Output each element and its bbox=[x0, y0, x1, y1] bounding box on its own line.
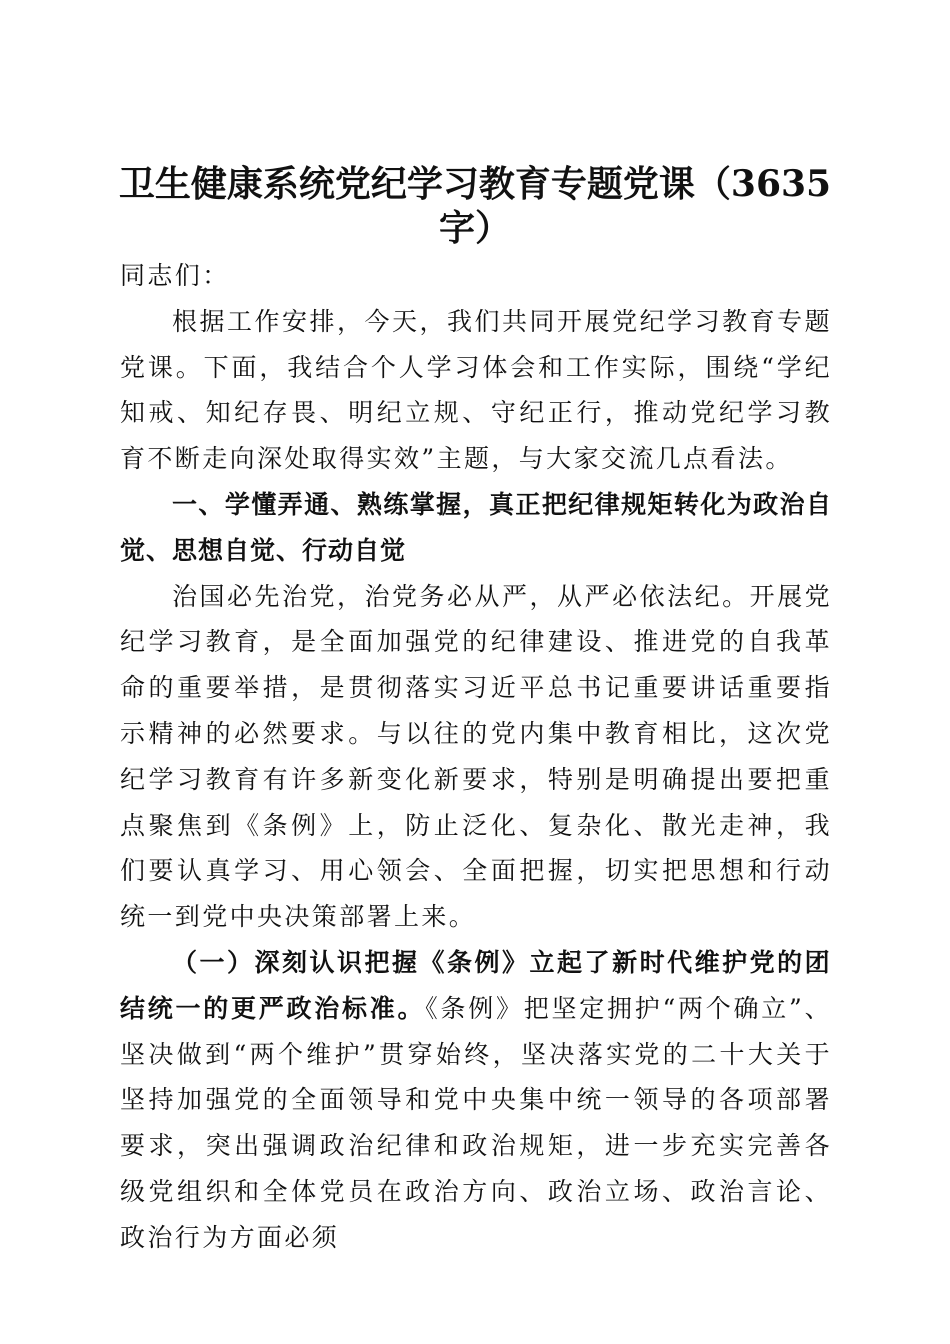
subsection-1-text: 《条例》把坚定拥护“两个确立”、坚决做到“两个维护”贯穿始终，坚决落实党的二十大关于坚持加强党的全面领导和党中央集中统一领导的各项部署要求，突出强调政治纪律和政治规矩，进一步充实完善各级党组织和全体党员在政治方向、政治立场、政治言论、政治行为方面必须 bbox=[120, 993, 832, 1252]
section-1-paragraph: 治国必先治党，治党务必从严，从严必依法纪。开展党纪学习教育，是全面加强党的纪律建设、推进党的自我革命的重要举措，是贯彻落实习近平总书记重要讲话重要指示精神的必然要求。与以往的党内集中教育相比，这次党纪学习教育有许多新变化新要求，特别是明确提出要把重点聚焦到《条例》上，防止泛化、复杂化、散光走神，我们要认真学习、用心领会、全面把握，切实把思想和行动统一到党中央决策部署上来。 bbox=[120, 581, 832, 932]
subsection-1-lead: （一）深刻认识把握《条例》立起了新时代维护党的团结统一的更严政治标准。 bbox=[120, 947, 832, 1023]
subsection-1-paragraph bbox=[120, 940, 832, 1261]
section-1-heading: 一、学懂弄通、熟练掌握，真正把纪律规矩转化为政治自觉、思想自觉、行动自觉 bbox=[120, 489, 832, 565]
document-title bbox=[100, 162, 850, 250]
title-line-1: 卫生健康系统党纪学习教育专题党课（3635 bbox=[118, 163, 832, 206]
salutation: 同志们： bbox=[120, 261, 230, 290]
document-body bbox=[120, 253, 832, 1261]
intro-paragraph: 根据工作安排，今天，我们共同开展党纪学习教育专题党课。下面，我结合个人学习体会和工作实际，围绕“学纪知戒、知纪存畏、明纪立规、守纪正行，推动党纪学习教育不断走向深处取得实效”主题，与大家交流几点看法。 bbox=[120, 306, 832, 474]
title-line-2: 字） bbox=[438, 207, 511, 250]
